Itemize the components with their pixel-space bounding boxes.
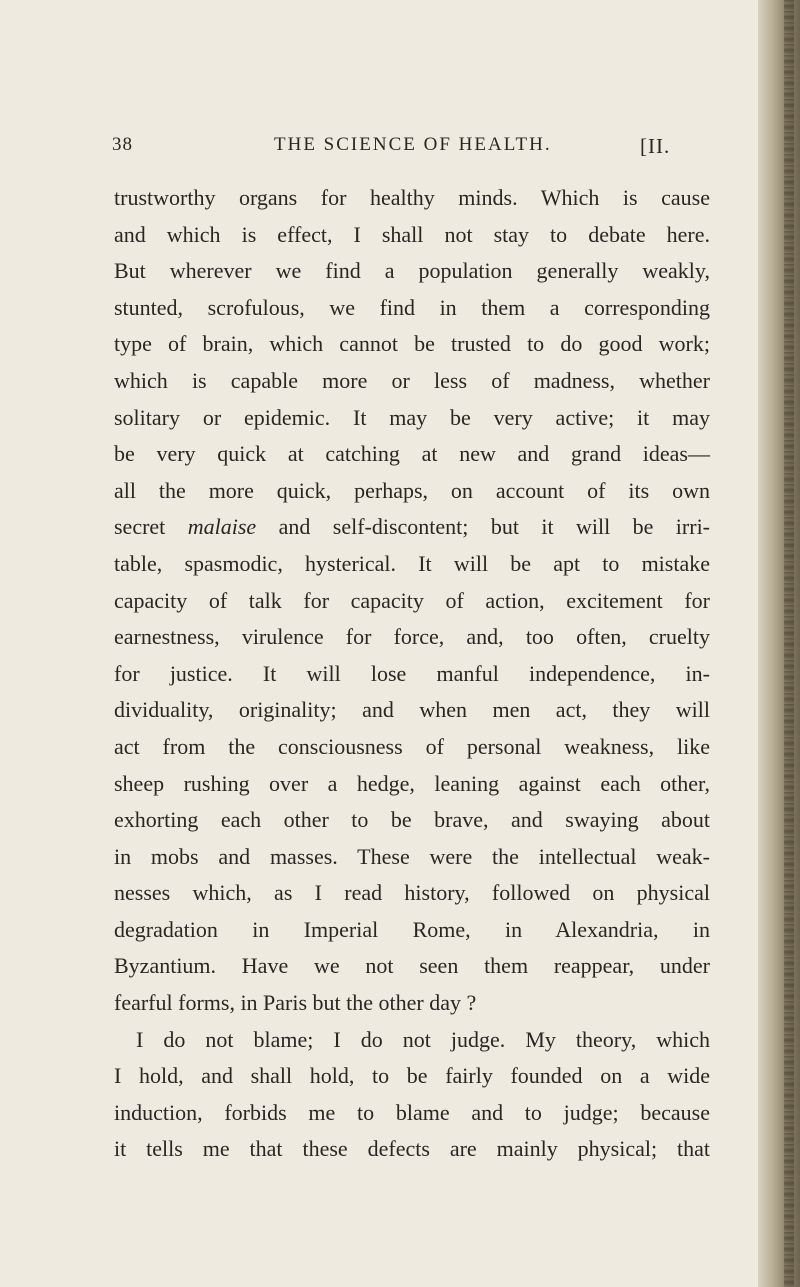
text-line: But wherever we find a population generally weakly, — [114, 258, 710, 284]
text-line: nesses which, as I read history, followed on physical — [114, 880, 710, 906]
text-line: and which is effect, I shall not stay to debate here. — [114, 221, 710, 247]
page-edge-texture — [784, 0, 794, 1287]
text-line: dividuality, originality; and when men act, they will — [114, 697, 710, 723]
text-line: trustworthy organs for healthy minds. Which is cause — [114, 185, 710, 210]
text-line: degradation in Imperial Rome, in Alexandria, in — [114, 916, 710, 942]
text-line: in mobs and masses. These were the intellectual weak- — [114, 843, 710, 869]
text-line: type of brain, which cannot be trusted to do good work; — [114, 331, 710, 357]
text-line: I do not blame; I do not judge. My theory, which — [136, 1026, 710, 1052]
text-line: Byzantium. Have we not seen them reappear, under — [114, 953, 710, 979]
text-line: act from the consciousness of personal weakness, like — [114, 733, 710, 759]
text-line: earnestness, virulence for force, and, too often, cruelty — [114, 624, 710, 650]
text-line: exhorting each other to be brave, and swaying about — [114, 807, 710, 833]
page-number: 38 — [112, 134, 133, 155]
text-line: fearful forms, in Paris but the other day ? — [114, 990, 477, 1016]
running-header — [112, 134, 712, 164]
text-line: solitary or epidemic. It may be very active; it may — [114, 404, 710, 430]
text-fragment: and self-discontent; but it will be irri- — [278, 514, 711, 540]
chapter-marker: [II. — [640, 134, 671, 158]
text-fragment: secret — [114, 514, 166, 540]
text-line: sheep rushing over a hedge, leaning against each other, — [114, 770, 710, 796]
text-line: be very quick at catching at new and grand ideas— — [114, 441, 710, 467]
text-line: all the more quick, perhaps, on account of its own — [114, 477, 710, 503]
text-line: which is capable more or less of madness, whether — [114, 367, 710, 393]
text-line-with-italic — [114, 509, 710, 546]
text-line: induction, forbids me to blame and to judge; because — [114, 1099, 710, 1125]
running-title: THE SCIENCE OF HEALTH. — [274, 134, 552, 155]
text-line: I hold, and shall hold, to be fairly founded on a wide — [114, 1063, 710, 1089]
text-line: table, spasmodic, hysterical. It will be apt to mistake — [114, 550, 710, 576]
text-line: stunted, scrofulous, we find in them a corresponding — [114, 294, 710, 320]
text-line: capacity of talk for capacity of action, excitement for — [114, 587, 710, 613]
text-line: it tells me that these defects are mainly physical; that — [114, 1136, 710, 1162]
text-line: for justice. It will lose manful independence, in- — [114, 660, 710, 686]
body-text — [114, 180, 710, 1168]
italic-word: malaise — [187, 514, 257, 540]
